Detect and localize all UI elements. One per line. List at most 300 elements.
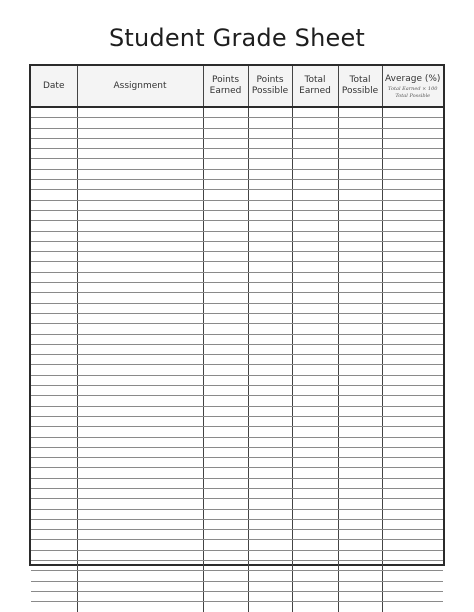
cell-points-earned[interactable] <box>203 530 248 540</box>
cell-points-earned[interactable] <box>203 272 248 282</box>
cell-points-earned[interactable] <box>203 334 248 344</box>
cell-points-earned[interactable] <box>203 159 248 169</box>
cell-points-earned[interactable] <box>203 138 248 148</box>
cell-total-earned[interactable] <box>292 210 338 220</box>
cell-points-earned[interactable] <box>203 447 248 457</box>
cell-points-earned[interactable] <box>203 386 248 396</box>
cell-date[interactable] <box>31 416 77 426</box>
cell-points-possible[interactable] <box>248 437 292 447</box>
cell-points-possible[interactable] <box>248 293 292 303</box>
cell-total-earned[interactable] <box>292 149 338 159</box>
cell-total-earned[interactable] <box>292 386 338 396</box>
cell-date[interactable] <box>31 138 77 148</box>
cell-assignment[interactable] <box>77 602 203 612</box>
cell-date[interactable] <box>31 427 77 437</box>
cell-points-possible[interactable] <box>248 416 292 426</box>
cell-points-possible[interactable] <box>248 241 292 251</box>
cell-points-possible[interactable] <box>248 262 292 272</box>
cell-points-possible[interactable] <box>248 149 292 159</box>
cell-assignment[interactable] <box>77 406 203 416</box>
cell-points-earned[interactable] <box>203 427 248 437</box>
cell-assignment[interactable] <box>77 550 203 560</box>
cell-total-possible[interactable] <box>338 118 382 128</box>
cell-average[interactable] <box>382 262 443 272</box>
cell-date[interactable] <box>31 149 77 159</box>
cell-average[interactable] <box>382 561 443 571</box>
cell-total-earned[interactable] <box>292 324 338 334</box>
cell-date[interactable] <box>31 303 77 313</box>
cell-average[interactable] <box>382 427 443 437</box>
cell-points-earned[interactable] <box>203 344 248 354</box>
cell-date[interactable] <box>31 190 77 200</box>
cell-total-earned[interactable] <box>292 571 338 581</box>
cell-total-earned[interactable] <box>292 355 338 365</box>
cell-points-possible[interactable] <box>248 488 292 498</box>
cell-assignment[interactable] <box>77 262 203 272</box>
cell-points-earned[interactable] <box>203 468 248 478</box>
cell-points-earned[interactable] <box>203 499 248 509</box>
cell-points-possible[interactable] <box>248 602 292 612</box>
cell-points-earned[interactable] <box>203 180 248 190</box>
cell-average[interactable] <box>382 375 443 385</box>
cell-assignment[interactable] <box>77 334 203 344</box>
cell-assignment[interactable] <box>77 447 203 457</box>
cell-date[interactable] <box>31 169 77 179</box>
cell-date[interactable] <box>31 561 77 571</box>
cell-assignment[interactable] <box>77 530 203 540</box>
cell-total-possible[interactable] <box>338 210 382 220</box>
cell-assignment[interactable] <box>77 499 203 509</box>
cell-points-possible[interactable] <box>248 283 292 293</box>
cell-average[interactable] <box>382 468 443 478</box>
cell-points-earned[interactable] <box>203 365 248 375</box>
cell-date[interactable] <box>31 540 77 550</box>
cell-date[interactable] <box>31 334 77 344</box>
cell-total-possible[interactable] <box>338 386 382 396</box>
cell-date[interactable] <box>31 550 77 560</box>
cell-total-earned[interactable] <box>292 499 338 509</box>
cell-total-earned[interactable] <box>292 509 338 519</box>
cell-points-possible[interactable] <box>248 138 292 148</box>
cell-assignment[interactable] <box>77 190 203 200</box>
cell-date[interactable] <box>31 313 77 323</box>
cell-total-possible[interactable] <box>338 355 382 365</box>
cell-date[interactable] <box>31 355 77 365</box>
cell-date[interactable] <box>31 571 77 581</box>
cell-total-earned[interactable] <box>292 190 338 200</box>
cell-total-possible[interactable] <box>338 334 382 344</box>
cell-points-possible[interactable] <box>248 530 292 540</box>
cell-points-possible[interactable] <box>248 324 292 334</box>
cell-total-possible[interactable] <box>338 416 382 426</box>
cell-total-possible[interactable] <box>338 128 382 138</box>
cell-assignment[interactable] <box>77 200 203 210</box>
cell-total-possible[interactable] <box>338 190 382 200</box>
cell-assignment[interactable] <box>77 272 203 282</box>
cell-points-earned[interactable] <box>203 396 248 406</box>
cell-assignment[interactable] <box>77 149 203 159</box>
cell-points-possible[interactable] <box>248 561 292 571</box>
cell-average[interactable] <box>382 488 443 498</box>
cell-average[interactable] <box>382 107 443 118</box>
cell-total-earned[interactable] <box>292 437 338 447</box>
cell-points-earned[interactable] <box>203 561 248 571</box>
cell-total-possible[interactable] <box>338 375 382 385</box>
cell-total-possible[interactable] <box>338 427 382 437</box>
cell-total-possible[interactable] <box>338 396 382 406</box>
cell-assignment[interactable] <box>77 591 203 601</box>
cell-date[interactable] <box>31 581 77 591</box>
cell-assignment[interactable] <box>77 427 203 437</box>
cell-total-possible[interactable] <box>338 365 382 375</box>
cell-total-earned[interactable] <box>292 107 338 118</box>
cell-average[interactable] <box>382 386 443 396</box>
cell-points-possible[interactable] <box>248 396 292 406</box>
cell-total-possible[interactable] <box>338 272 382 282</box>
cell-points-earned[interactable] <box>203 128 248 138</box>
cell-average[interactable] <box>382 190 443 200</box>
cell-total-possible[interactable] <box>338 447 382 457</box>
cell-date[interactable] <box>31 437 77 447</box>
cell-points-earned[interactable] <box>203 324 248 334</box>
cell-points-possible[interactable] <box>248 406 292 416</box>
cell-points-possible[interactable] <box>248 344 292 354</box>
cell-average[interactable] <box>382 591 443 601</box>
cell-average[interactable] <box>382 344 443 354</box>
cell-points-earned[interactable] <box>203 210 248 220</box>
cell-assignment[interactable] <box>77 437 203 447</box>
cell-points-earned[interactable] <box>203 118 248 128</box>
cell-total-earned[interactable] <box>292 334 338 344</box>
cell-total-earned[interactable] <box>292 468 338 478</box>
cell-average[interactable] <box>382 272 443 282</box>
cell-date[interactable] <box>31 447 77 457</box>
cell-date[interactable] <box>31 283 77 293</box>
cell-total-possible[interactable] <box>338 458 382 468</box>
cell-average[interactable] <box>382 200 443 210</box>
cell-assignment[interactable] <box>77 180 203 190</box>
cell-total-earned[interactable] <box>292 221 338 231</box>
cell-points-earned[interactable] <box>203 519 248 529</box>
cell-assignment[interactable] <box>77 540 203 550</box>
cell-assignment[interactable] <box>77 210 203 220</box>
cell-total-possible[interactable] <box>338 107 382 118</box>
cell-average[interactable] <box>382 509 443 519</box>
cell-points-possible[interactable] <box>248 107 292 118</box>
cell-points-possible[interactable] <box>248 499 292 509</box>
cell-average[interactable] <box>382 159 443 169</box>
cell-average[interactable] <box>382 406 443 416</box>
cell-total-earned[interactable] <box>292 313 338 323</box>
cell-average[interactable] <box>382 365 443 375</box>
cell-date[interactable] <box>31 468 77 478</box>
cell-points-earned[interactable] <box>203 241 248 251</box>
cell-total-earned[interactable] <box>292 602 338 612</box>
cell-average[interactable] <box>382 118 443 128</box>
cell-average[interactable] <box>382 530 443 540</box>
cell-total-earned[interactable] <box>292 231 338 241</box>
cell-date[interactable] <box>31 519 77 529</box>
cell-points-earned[interactable] <box>203 293 248 303</box>
cell-assignment[interactable] <box>77 416 203 426</box>
cell-average[interactable] <box>382 550 443 560</box>
cell-date[interactable] <box>31 499 77 509</box>
cell-total-earned[interactable] <box>292 427 338 437</box>
cell-average[interactable] <box>382 221 443 231</box>
cell-points-earned[interactable] <box>203 169 248 179</box>
cell-date[interactable] <box>31 375 77 385</box>
cell-assignment[interactable] <box>77 509 203 519</box>
cell-total-earned[interactable] <box>292 530 338 540</box>
cell-total-possible[interactable] <box>338 200 382 210</box>
cell-date[interactable] <box>31 365 77 375</box>
cell-average[interactable] <box>382 283 443 293</box>
cell-average[interactable] <box>382 180 443 190</box>
cell-total-possible[interactable] <box>338 262 382 272</box>
cell-points-possible[interactable] <box>248 272 292 282</box>
cell-points-earned[interactable] <box>203 488 248 498</box>
cell-assignment[interactable] <box>77 396 203 406</box>
cell-assignment[interactable] <box>77 488 203 498</box>
cell-total-possible[interactable] <box>338 478 382 488</box>
cell-points-possible[interactable] <box>248 571 292 581</box>
cell-assignment[interactable] <box>77 241 203 251</box>
cell-date[interactable] <box>31 396 77 406</box>
cell-average[interactable] <box>382 138 443 148</box>
cell-points-possible[interactable] <box>248 190 292 200</box>
cell-points-earned[interactable] <box>203 262 248 272</box>
cell-assignment[interactable] <box>77 571 203 581</box>
cell-date[interactable] <box>31 159 77 169</box>
cell-date[interactable] <box>31 252 77 262</box>
cell-total-earned[interactable] <box>292 561 338 571</box>
cell-average[interactable] <box>382 416 443 426</box>
cell-total-earned[interactable] <box>292 252 338 262</box>
cell-total-earned[interactable] <box>292 488 338 498</box>
cell-points-possible[interactable] <box>248 478 292 488</box>
cell-points-earned[interactable] <box>203 200 248 210</box>
cell-total-possible[interactable] <box>338 499 382 509</box>
cell-date[interactable] <box>31 406 77 416</box>
cell-points-earned[interactable] <box>203 458 248 468</box>
cell-total-earned[interactable] <box>292 118 338 128</box>
cell-total-earned[interactable] <box>292 375 338 385</box>
cell-points-possible[interactable] <box>248 118 292 128</box>
cell-average[interactable] <box>382 334 443 344</box>
cell-points-possible[interactable] <box>248 550 292 560</box>
cell-total-possible[interactable] <box>338 519 382 529</box>
cell-total-earned[interactable] <box>292 447 338 457</box>
cell-points-possible[interactable] <box>248 581 292 591</box>
cell-average[interactable] <box>382 149 443 159</box>
cell-assignment[interactable] <box>77 252 203 262</box>
cell-date[interactable] <box>31 293 77 303</box>
cell-average[interactable] <box>382 293 443 303</box>
cell-total-earned[interactable] <box>292 396 338 406</box>
cell-points-possible[interactable] <box>248 252 292 262</box>
cell-assignment[interactable] <box>77 159 203 169</box>
cell-total-earned[interactable] <box>292 180 338 190</box>
cell-date[interactable] <box>31 478 77 488</box>
cell-total-earned[interactable] <box>292 138 338 148</box>
cell-points-earned[interactable] <box>203 375 248 385</box>
cell-total-earned[interactable] <box>292 458 338 468</box>
cell-assignment[interactable] <box>77 561 203 571</box>
cell-total-earned[interactable] <box>292 303 338 313</box>
cell-points-possible[interactable] <box>248 221 292 231</box>
cell-points-possible[interactable] <box>248 427 292 437</box>
cell-assignment[interactable] <box>77 313 203 323</box>
cell-average[interactable] <box>382 313 443 323</box>
cell-date[interactable] <box>31 458 77 468</box>
cell-total-earned[interactable] <box>292 283 338 293</box>
cell-total-possible[interactable] <box>338 159 382 169</box>
cell-total-possible[interactable] <box>338 221 382 231</box>
cell-total-possible[interactable] <box>338 581 382 591</box>
cell-points-earned[interactable] <box>203 540 248 550</box>
cell-points-possible[interactable] <box>248 365 292 375</box>
cell-assignment[interactable] <box>77 128 203 138</box>
cell-points-earned[interactable] <box>203 252 248 262</box>
cell-points-possible[interactable] <box>248 169 292 179</box>
cell-total-possible[interactable] <box>338 344 382 354</box>
cell-points-earned[interactable] <box>203 303 248 313</box>
cell-total-possible[interactable] <box>338 509 382 519</box>
cell-total-earned[interactable] <box>292 406 338 416</box>
cell-date[interactable] <box>31 241 77 251</box>
cell-points-earned[interactable] <box>203 107 248 118</box>
cell-total-earned[interactable] <box>292 519 338 529</box>
cell-total-earned[interactable] <box>292 272 338 282</box>
cell-points-possible[interactable] <box>248 128 292 138</box>
cell-points-earned[interactable] <box>203 591 248 601</box>
cell-total-possible[interactable] <box>338 406 382 416</box>
cell-assignment[interactable] <box>77 303 203 313</box>
cell-points-possible[interactable] <box>248 313 292 323</box>
cell-points-earned[interactable] <box>203 581 248 591</box>
cell-date[interactable] <box>31 272 77 282</box>
cell-total-possible[interactable] <box>338 530 382 540</box>
cell-points-possible[interactable] <box>248 180 292 190</box>
cell-assignment[interactable] <box>77 344 203 354</box>
cell-total-possible[interactable] <box>338 591 382 601</box>
cell-points-possible[interactable] <box>248 303 292 313</box>
cell-date[interactable] <box>31 262 77 272</box>
cell-total-possible[interactable] <box>338 488 382 498</box>
cell-date[interactable] <box>31 530 77 540</box>
cell-date[interactable] <box>31 180 77 190</box>
cell-assignment[interactable] <box>77 169 203 179</box>
cell-points-possible[interactable] <box>248 509 292 519</box>
cell-total-possible[interactable] <box>338 303 382 313</box>
cell-points-possible[interactable] <box>248 591 292 601</box>
cell-assignment[interactable] <box>77 138 203 148</box>
cell-date[interactable] <box>31 386 77 396</box>
cell-points-earned[interactable] <box>203 416 248 426</box>
cell-date[interactable] <box>31 324 77 334</box>
cell-average[interactable] <box>382 169 443 179</box>
cell-points-possible[interactable] <box>248 210 292 220</box>
cell-average[interactable] <box>382 458 443 468</box>
cell-date[interactable] <box>31 210 77 220</box>
cell-average[interactable] <box>382 437 443 447</box>
cell-points-earned[interactable] <box>203 221 248 231</box>
cell-date[interactable] <box>31 107 77 118</box>
cell-total-possible[interactable] <box>338 241 382 251</box>
cell-assignment[interactable] <box>77 118 203 128</box>
cell-total-possible[interactable] <box>338 293 382 303</box>
cell-points-possible[interactable] <box>248 540 292 550</box>
cell-total-earned[interactable] <box>292 365 338 375</box>
cell-points-earned[interactable] <box>203 231 248 241</box>
cell-points-earned[interactable] <box>203 478 248 488</box>
cell-total-possible[interactable] <box>338 540 382 550</box>
cell-average[interactable] <box>382 210 443 220</box>
cell-total-possible[interactable] <box>338 437 382 447</box>
cell-total-possible[interactable] <box>338 283 382 293</box>
cell-average[interactable] <box>382 241 443 251</box>
cell-points-earned[interactable] <box>203 355 248 365</box>
cell-total-earned[interactable] <box>292 200 338 210</box>
cell-total-possible[interactable] <box>338 169 382 179</box>
cell-average[interactable] <box>382 581 443 591</box>
cell-average[interactable] <box>382 602 443 612</box>
cell-points-possible[interactable] <box>248 159 292 169</box>
cell-points-earned[interactable] <box>203 571 248 581</box>
cell-date[interactable] <box>31 344 77 354</box>
cell-assignment[interactable] <box>77 478 203 488</box>
cell-assignment[interactable] <box>77 324 203 334</box>
cell-points-earned[interactable] <box>203 550 248 560</box>
cell-points-earned[interactable] <box>203 602 248 612</box>
cell-assignment[interactable] <box>77 458 203 468</box>
cell-average[interactable] <box>382 128 443 138</box>
cell-average[interactable] <box>382 571 443 581</box>
cell-date[interactable] <box>31 509 77 519</box>
cell-average[interactable] <box>382 252 443 262</box>
cell-total-earned[interactable] <box>292 344 338 354</box>
cell-total-earned[interactable] <box>292 128 338 138</box>
cell-points-possible[interactable] <box>248 231 292 241</box>
cell-points-possible[interactable] <box>248 334 292 344</box>
cell-total-possible[interactable] <box>338 149 382 159</box>
cell-points-possible[interactable] <box>248 355 292 365</box>
cell-date[interactable] <box>31 488 77 498</box>
cell-average[interactable] <box>382 355 443 365</box>
cell-points-possible[interactable] <box>248 386 292 396</box>
cell-total-earned[interactable] <box>292 169 338 179</box>
cell-average[interactable] <box>382 231 443 241</box>
cell-total-possible[interactable] <box>338 324 382 334</box>
cell-average[interactable] <box>382 519 443 529</box>
cell-average[interactable] <box>382 396 443 406</box>
cell-points-possible[interactable] <box>248 375 292 385</box>
cell-total-earned[interactable] <box>292 416 338 426</box>
cell-average[interactable] <box>382 324 443 334</box>
cell-total-earned[interactable] <box>292 159 338 169</box>
cell-points-earned[interactable] <box>203 437 248 447</box>
cell-date[interactable] <box>31 602 77 612</box>
cell-assignment[interactable] <box>77 283 203 293</box>
cell-assignment[interactable] <box>77 355 203 365</box>
cell-date[interactable] <box>31 128 77 138</box>
cell-date[interactable] <box>31 221 77 231</box>
cell-total-possible[interactable] <box>338 550 382 560</box>
cell-assignment[interactable] <box>77 375 203 385</box>
cell-assignment[interactable] <box>77 519 203 529</box>
cell-points-earned[interactable] <box>203 283 248 293</box>
cell-date[interactable] <box>31 200 77 210</box>
